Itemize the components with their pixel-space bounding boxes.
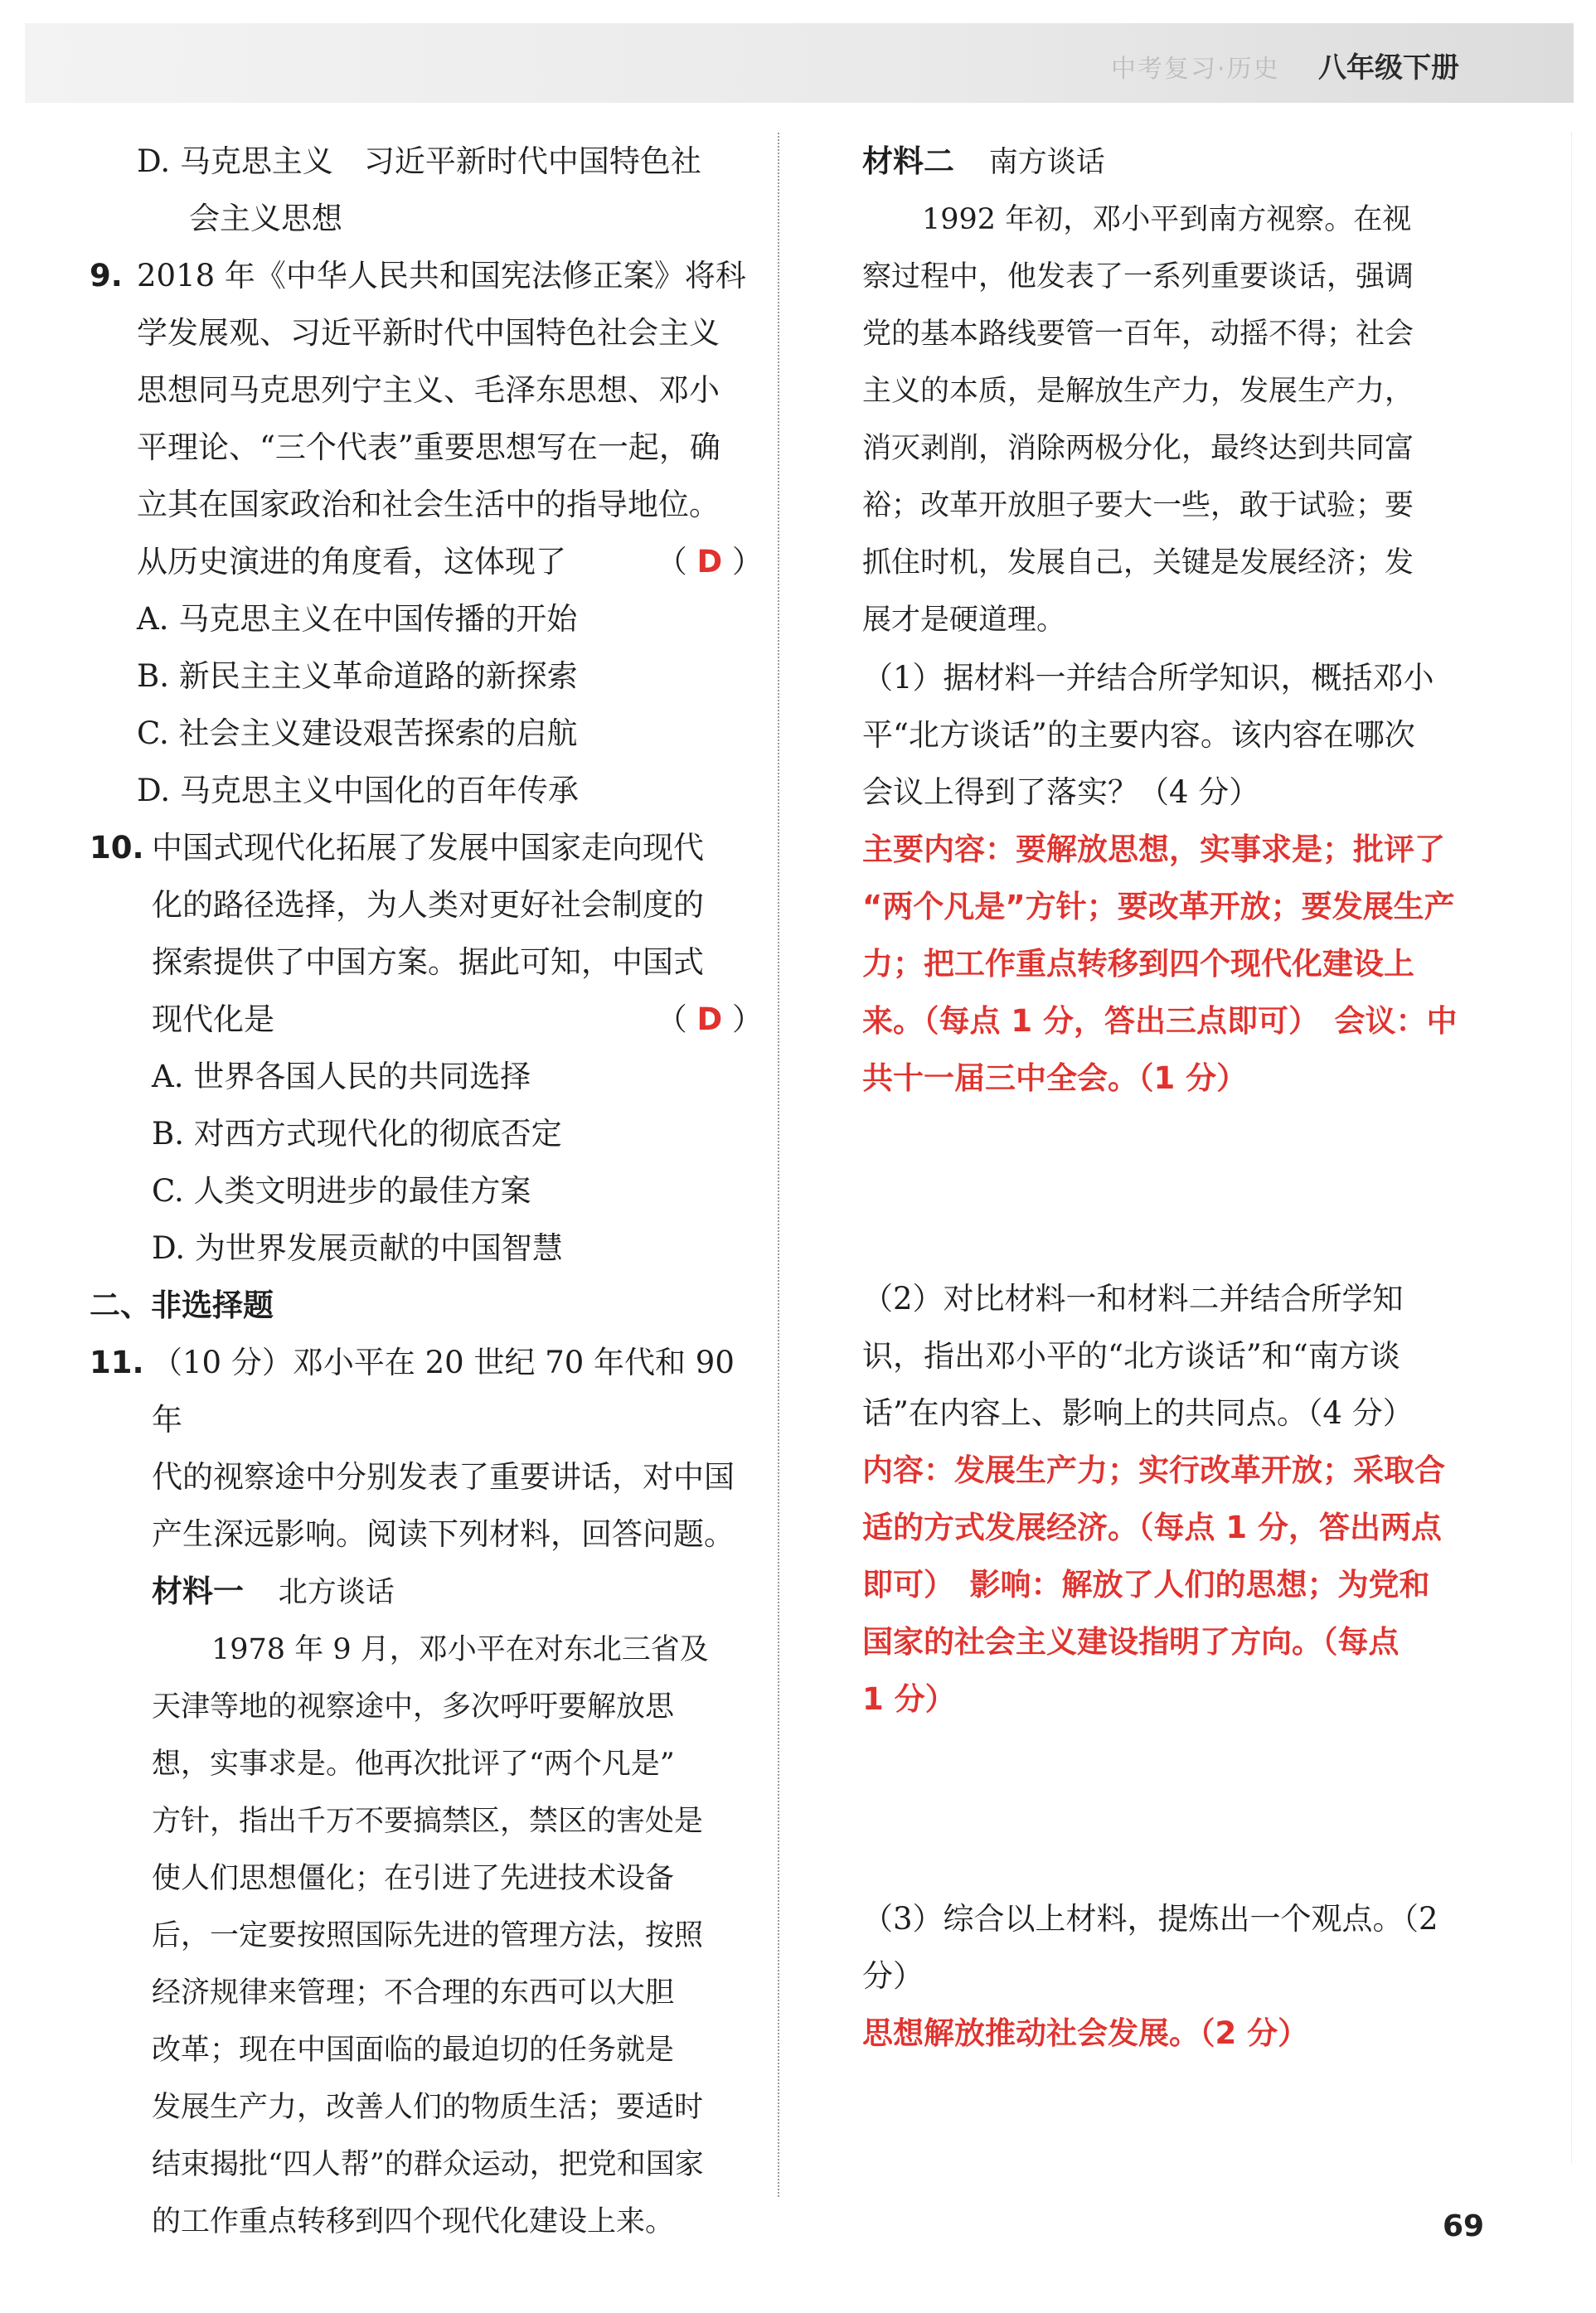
q10-answer-bracket: （ D ） <box>656 1001 763 1037</box>
material1-body <box>152 1622 763 2251</box>
material2-line: 1992 年初，邓小平到南方视察。在视 <box>922 203 1412 236</box>
material1-label: 材料一 <box>152 1574 244 1609</box>
sub1-answer-line: 主要内容：要解放思想，实事求是；批评了 <box>862 832 1445 867</box>
material2-heading <box>862 133 1472 192</box>
sub1-question-line: （1）据材料一并结合所学知识，概括邓小 <box>862 660 1434 696</box>
material1-line: 改革；现在中国面临的最迫切的任务就是 <box>152 2034 675 2067</box>
q11-stem <box>152 1334 763 2251</box>
sub2-question-line: 识，指出邓小平的“北方谈话”和“南方谈 <box>862 1338 1400 1374</box>
header-grade-label: 八年级下册 <box>1318 51 1459 85</box>
material2-block <box>862 133 1472 1107</box>
header-subject-faded: 中考复习·历史 <box>1111 55 1280 84</box>
material1-line: 方针，指出千万不要搞禁区，禁区的害处是 <box>152 1805 704 1838</box>
q9-line: 思想同马克思列宁主义、毛泽东思想、邓小 <box>137 372 720 408</box>
q10-answer: D <box>696 1001 723 1037</box>
sub3-question: （3）综合以上材料，提炼出一个观点。（2 分） <box>862 1901 1438 1994</box>
q10-option-c: C. 人类文明进步的最佳方案 <box>152 1173 531 1209</box>
q9-line: 立其在国家政治和社会生活中的指导地位。 <box>137 487 720 522</box>
sub3-block <box>862 1890 1492 2062</box>
q11-number: 11. <box>90 1345 144 1380</box>
q9-answer: D <box>696 544 723 579</box>
material1-line: 的工作重点转移到四个现代化建设上来。 <box>152 2205 675 2238</box>
q10-line: 中国式现代化拓展了发展中国家走向现代 <box>152 830 704 866</box>
section-title-non-choice: 二、非选择题 <box>90 1287 274 1323</box>
material2-body <box>862 192 1472 649</box>
q11-line: 产生深远影响。阅读下列材料，回答问题。 <box>152 1516 735 1552</box>
sub1-answer-line: “两个凡是”方针；要改革开放；要发展生产 <box>862 889 1455 924</box>
sub2-answer-line: 1 分） <box>862 1681 956 1717</box>
q11-line: （10 分）邓小平在 20 世纪 70 年代和 90 年 <box>152 1345 735 1438</box>
page-number: 69 <box>1443 2209 1485 2243</box>
right-margin-line <box>1571 133 1572 2164</box>
material1-line: 想，实事求是。他再次批评了“两个凡是” <box>152 1748 675 1781</box>
q10-stem <box>152 819 763 1277</box>
material1-title: 北方谈话 <box>278 1576 395 1609</box>
q8-option-d <box>137 133 767 247</box>
sub2-question-line: （2）对比材料一和材料二并结合所学知 <box>862 1281 1404 1317</box>
material1-line: 天津等地的视察途中，多次呼吁要解放思 <box>152 1690 675 1724</box>
q9-line: 平理论、“三个代表”重要思想写在一起，确 <box>137 429 720 465</box>
material2-line: 主义的本质，是解放生产力，发展生产力， <box>862 375 1414 408</box>
material2-label: 材料二 <box>862 143 954 179</box>
sub2-answer-line: 内容：发展生产力；实行改革开放；采取合 <box>862 1452 1445 1488</box>
sub1-answer <box>862 821 1472 1107</box>
material1-line: 发展生产力，改善人们的物质生活；要适时 <box>152 2091 704 2124</box>
material1-line: 使人们思想僵化；在引进了先进技术设备 <box>152 1862 675 1895</box>
q10-last-line <box>152 991 763 1048</box>
q8-option-d-line1: D. 马克思主义 习近平新时代中国特色社 <box>137 143 701 179</box>
material2-line: 消灭剥削，消除两极分化，最终达到共同富 <box>862 432 1414 465</box>
material2-line: 展才是硬道理。 <box>862 604 1066 637</box>
q9-answer-bracket: （ D ） <box>656 544 763 579</box>
sub2-answer-line: 国家的社会主义建设指明了方向。（每点 <box>862 1624 1400 1660</box>
material1-line: 结束揭批“四人帮”的群众运动，把党和国家 <box>152 2148 704 2181</box>
q10-option-a: A. 世界各国人民的共同选择 <box>152 1059 531 1094</box>
material2-title: 南方谈话 <box>988 146 1105 179</box>
q11-line: 代的视察途中分别发表了重要讲话，对中国 <box>152 1459 735 1495</box>
material2-line: 党的基本路线要管一百年，动摇不得；社会 <box>862 318 1414 351</box>
sub1-question-line: 会议上得到了落实？（4 分） <box>862 774 1260 810</box>
sub2-answer <box>862 1442 1472 1728</box>
material2-line: 抓住时机，发展自己，关键是发展经济；发 <box>862 546 1414 579</box>
sub2-block <box>862 1270 1472 1728</box>
material2-line: 裕；改革开放胆子要大一些，敢于试验；要 <box>862 489 1414 522</box>
q10-last-text: 现代化是 <box>152 1001 274 1037</box>
q8-option-d-line2: 会主义思想 <box>189 201 342 236</box>
column-divider <box>778 133 779 2197</box>
sub2-answer-line: 即可） 影响：解放了人们的思想；为党和 <box>862 1567 1430 1603</box>
q9-number: 9. <box>90 258 123 293</box>
q9-line: 2018 年《中华人民共和国宪法修正案》将科 <box>137 258 746 293</box>
q10-line: 探索提供了中国方案。据此可知，中国式 <box>152 944 704 980</box>
material1-line: 经济规律来管理；不合理的东西可以大胆 <box>152 1976 675 2010</box>
q9-option-b: B. 新民主主义革命道路的新探索 <box>137 658 578 694</box>
q9-option-d: D. 马克思主义中国化的百年传承 <box>137 773 579 808</box>
material1-heading <box>152 1563 763 1622</box>
sub1-answer-line: 来。（每点 1 分，答出三点即可） 会议：中 <box>862 1003 1458 1039</box>
q10-line: 化的路径选择，为人类对更好社会制度的 <box>152 887 704 923</box>
q10-option-b: B. 对西方式现代化的彻底否定 <box>152 1116 562 1152</box>
sub2-question-line: 话”在内容上、影响上的共同点。（4 分） <box>862 1395 1414 1431</box>
sub2-answer-line: 适的方式发展经济。（每点 1 分，答出两点 <box>862 1510 1443 1545</box>
sub1-answer-line: 力；把工作重点转移到四个现代化建设上 <box>862 946 1414 982</box>
q9-line: 学发展观、习近平新时代中国特色社会主义 <box>137 315 720 351</box>
q9-last-line <box>137 533 763 590</box>
material2-line: 察过程中，他发表了一系列重要谈话，强调 <box>862 260 1414 293</box>
material1-line: 后，一定要按照国际先进的管理方法，按照 <box>152 1919 704 1952</box>
q10-option-d: D. 为世界发展贡献的中国智慧 <box>152 1230 563 1266</box>
q9-stem <box>137 247 763 819</box>
q9-option-a: A. 马克思主义在中国传播的开始 <box>137 601 578 637</box>
material1-line: 1978 年 9 月，邓小平在对东北三省及 <box>211 1633 709 1666</box>
q9-last-text: 从历史演进的角度看，这体现了 <box>137 544 566 579</box>
q9-option-c: C. 社会主义建设艰苦探索的启航 <box>137 715 578 751</box>
sub1-answer-line: 共十一届三中全会。（1 分） <box>862 1060 1248 1096</box>
sub3-answer: 思想解放推动社会发展。（2 分） <box>862 2015 1309 2051</box>
sub1-question-line: 平“北方谈话”的主要内容。该内容在哪次 <box>862 717 1415 753</box>
q10-number: 10. <box>90 830 144 866</box>
